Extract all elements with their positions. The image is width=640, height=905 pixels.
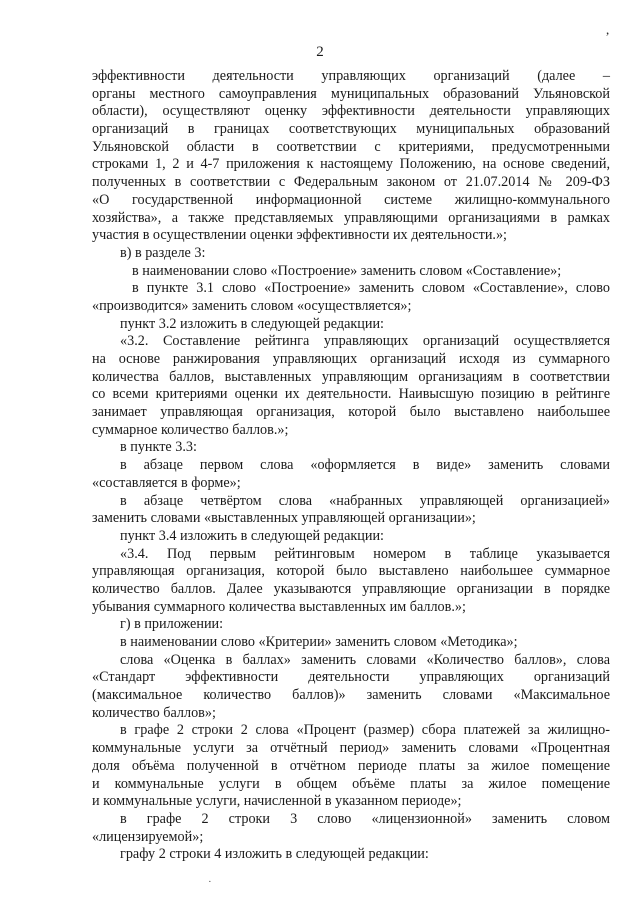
text-line: области), осуществляют оценку эффективности деятельности управляющих xyxy=(92,103,610,120)
corner-mark: , xyxy=(606,22,610,37)
text-line: в абзаце четвёртом слова «набранных управляющей организацией» xyxy=(120,492,610,509)
text-line: «производится» заменить словом «осуществляется»; xyxy=(92,297,412,314)
text-line: в графе 2 строки 3 слово «лицензионной» заменить словом xyxy=(120,810,610,827)
scan-speck: · xyxy=(208,876,212,888)
text-line: (максимальное количество баллов)» заменить словами «Максимальное xyxy=(92,687,610,704)
text-line: количество баллов. Далее указываются управляющие организации в порядке xyxy=(92,580,610,597)
text-line: доля объёма полученной в отчётном периоде платы за жилое помещение xyxy=(92,757,610,774)
text-line: «Стандарт эффективности деятельности управляющих организаций xyxy=(92,669,610,686)
text-line: органы местного самоуправления муниципальных образований Ульяновской xyxy=(92,85,610,102)
text-line: «составляется в форме»; xyxy=(92,474,241,491)
text-line: «3.4. Под первым рейтинговым номером в таблице указывается xyxy=(120,545,610,562)
text-line: строками 1, 2 и 4-7 приложения к настоящему Положению, на основе сведений, xyxy=(92,156,610,173)
text-line: участия в осуществлении оценки эффективности их деятельности.»; xyxy=(92,227,507,244)
text-line: эффективности деятельности управляющих организаций (далее – xyxy=(92,68,610,84)
text-line: хозяйства», а также представляемых управляющими организациями в рамках xyxy=(92,209,610,226)
text-line: в) в разделе 3: xyxy=(120,244,206,261)
text-line: организаций в границах соответствующих муниципальных образований xyxy=(92,121,610,138)
text-line: пункт 3.4 изложить в следующей редакции: xyxy=(120,527,384,544)
text-line: управляющая организация, которой было выставлено наибольшее суммарное xyxy=(92,563,610,580)
text-line: в абзаце первом слова «оформляется в виде» заменить словами xyxy=(120,457,610,474)
text-line: в пункте 3.1 слово «Построение» заменить словом «Составление», слово xyxy=(132,280,610,297)
text-line: коммунальные услуги за отчётный период» заменить словами «Процентная xyxy=(92,740,610,757)
text-line: в графе 2 строки 2 слова «Процент (размер) сбора платежей за жилищно- xyxy=(120,722,610,739)
document-body xyxy=(92,68,610,864)
text-line: «3.2. Составление рейтинга управляющих организаций осуществляется xyxy=(120,333,610,350)
text-line: Ульяновской области в соответствии с критериями, предусмотренными xyxy=(92,138,610,155)
text-line: в пункте 3.3: xyxy=(120,439,197,456)
text-line: занимает управляющая организация, которой было выставлено наибольшее xyxy=(92,404,610,421)
text-line: количество баллов»; xyxy=(92,704,216,721)
text-line: заменить словами «выставленных управляющей организации»; xyxy=(92,510,476,527)
text-line: и коммунальные услуги, начисленной в указанном периоде»; xyxy=(92,793,462,810)
text-line: в наименовании слово «Критерии» заменить словом «Методика»; xyxy=(120,634,518,650)
text-line: графу 2 строки 4 изложить в следующей редакции: xyxy=(120,846,429,863)
text-line: убывания суммарного количества выставленных им баллов.»; xyxy=(92,598,466,615)
text-line: слова «Оценка в баллах» заменить словами «Количество баллов», слова xyxy=(120,651,610,668)
text-line: суммарное количество баллов.»; xyxy=(92,421,289,438)
text-line: «О государственной информационной системе жилищно-коммунального xyxy=(92,191,610,208)
text-line: г) в приложении: xyxy=(120,616,224,633)
page-number: 2 xyxy=(316,44,324,60)
text-line: и коммунальные услуги в общем объёме платы за жилое помещение xyxy=(92,775,610,792)
text-line: пункт 3.2 изложить в следующей редакции: xyxy=(120,315,384,332)
text-line: в наименовании слово «Построение» заменить словом «Составление»; xyxy=(132,262,562,279)
text-line: «лицензируемой»; xyxy=(92,828,204,845)
text-line: со всеми критериями оценки их деятельности. Наивысшую позицию в рейтинге xyxy=(92,386,610,403)
text-line: количества баллов, выставленных управляющим организациям в соответствии xyxy=(92,368,610,385)
text-line: полученных в соответствии с Федеральным законом от 21.07.2014 № 209-ФЗ xyxy=(92,174,610,191)
text-line: на основе ранжирования управляющих организаций исходя из суммарного xyxy=(92,351,610,367)
